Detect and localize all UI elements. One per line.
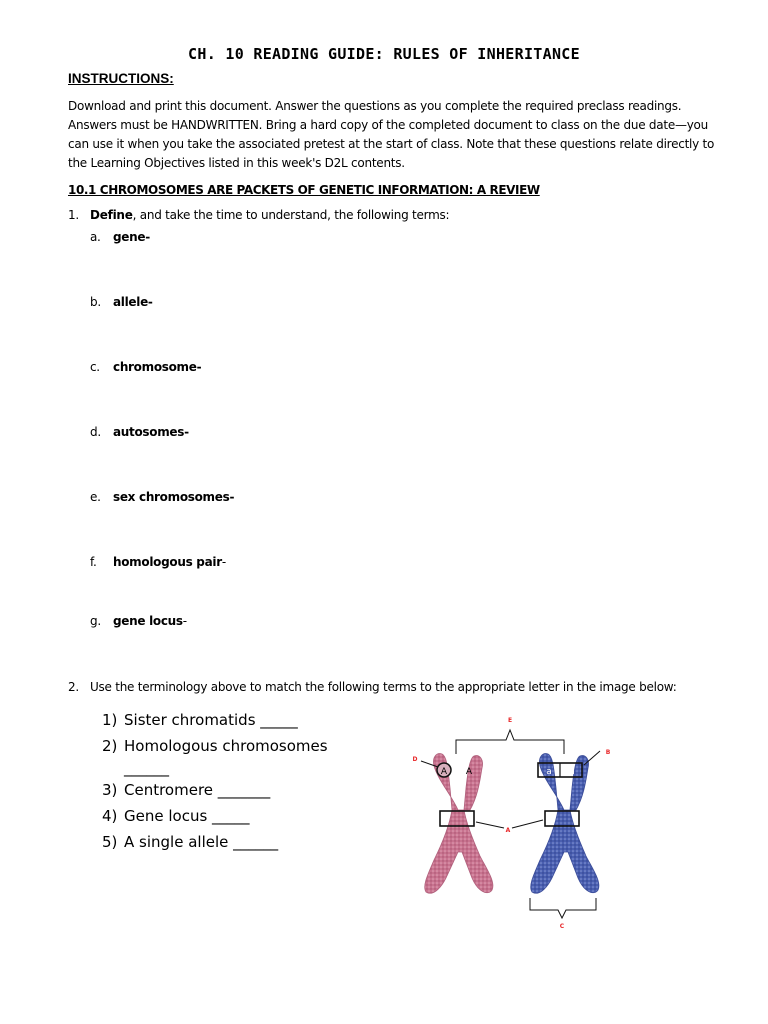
match-number: 4) [102, 807, 118, 825]
term-item [90, 490, 234, 504]
match-number: 5) [102, 833, 118, 851]
figure-label-c: C [559, 923, 565, 930]
term-label: sex chromosomes- [113, 490, 235, 504]
match-number: 3) [102, 781, 118, 799]
term-suffix: - [182, 614, 187, 628]
match-text: A single allele ______ [124, 833, 279, 851]
question-bold-lead: Define [90, 208, 133, 222]
term-letter: g. [90, 614, 101, 628]
section-heading: 10.1 CHROMOSOMES ARE PACKETS OF GENETIC INFORMATION: A REVIEW [68, 183, 540, 197]
term-letter: a. [90, 230, 101, 244]
match-item [102, 711, 298, 729]
term-item [90, 555, 226, 569]
term-label: allele- [113, 295, 153, 309]
term-label: homologous pair [113, 555, 222, 569]
term-item [90, 360, 201, 374]
question-number: 1. [68, 208, 79, 222]
question-text: , and take the time to understand, the following terms: [132, 208, 450, 222]
match-item [102, 737, 328, 755]
instructions-line: can use it when you take the associated pretest at the start of class. Note that these questions relate directly to [68, 137, 715, 151]
match-text: ______ [124, 759, 169, 777]
match-item [102, 781, 270, 799]
term-label: gene locus [113, 614, 183, 628]
term-letter: b. [90, 295, 101, 309]
allele-right-2: a [569, 767, 575, 777]
match-number: 2) [102, 737, 118, 755]
instructions-line: Download and print this document. Answer the questions as you complete the required preclass readings. [68, 99, 682, 113]
match-text: Homologous chromosomes [124, 737, 328, 755]
term-item [90, 230, 150, 244]
question-2 [68, 680, 677, 694]
match-text: Sister chromatids _____ [124, 711, 298, 729]
term-label: autosomes- [113, 425, 189, 439]
term-item [90, 614, 187, 628]
term-label: gene- [113, 230, 150, 244]
allele-right-1: a [546, 767, 552, 777]
term-suffix: - [221, 555, 226, 569]
match-text: Gene locus _____ [124, 807, 250, 825]
term-label: chromosome- [113, 360, 202, 374]
match-number: 1) [102, 711, 118, 729]
question-number: 2. [68, 680, 79, 694]
allele-left-1: A [440, 767, 448, 777]
figure-label-d: D [412, 756, 418, 763]
match-text: Centromere _______ [124, 781, 271, 799]
term-letter: d. [90, 425, 101, 439]
term-letter: f. [90, 555, 97, 569]
term-letter: c. [90, 360, 100, 374]
question-1 [68, 208, 449, 222]
match-item [102, 759, 169, 777]
question-text: Use the terminology above to match the following terms to the appropriate letter in the image below: [90, 680, 677, 694]
page-title: CH. 10 READING GUIDE: RULES OF INHERITANCE [188, 45, 580, 63]
figure-label-a: A [505, 827, 511, 834]
instructions-line: the Learning Objectives listed in this week's D2L contents. [68, 156, 405, 170]
figure-label-e: E [507, 717, 513, 724]
instructions-body [68, 97, 715, 173]
term-letter: e. [90, 490, 101, 504]
allele-left-2: A [465, 767, 473, 777]
instructions-line: Answers must be HANDWRITTEN. Bring a hard copy of the completed document to class on the due date—you [68, 118, 709, 132]
term-item [90, 425, 189, 439]
match-item [102, 807, 250, 825]
instructions-heading: INSTRUCTIONS: [68, 71, 174, 86]
figure-label-b: B [605, 749, 611, 756]
term-item [90, 295, 153, 309]
right-chromosome [531, 754, 599, 894]
chromosome-figure [400, 710, 630, 935]
match-item [102, 833, 278, 851]
